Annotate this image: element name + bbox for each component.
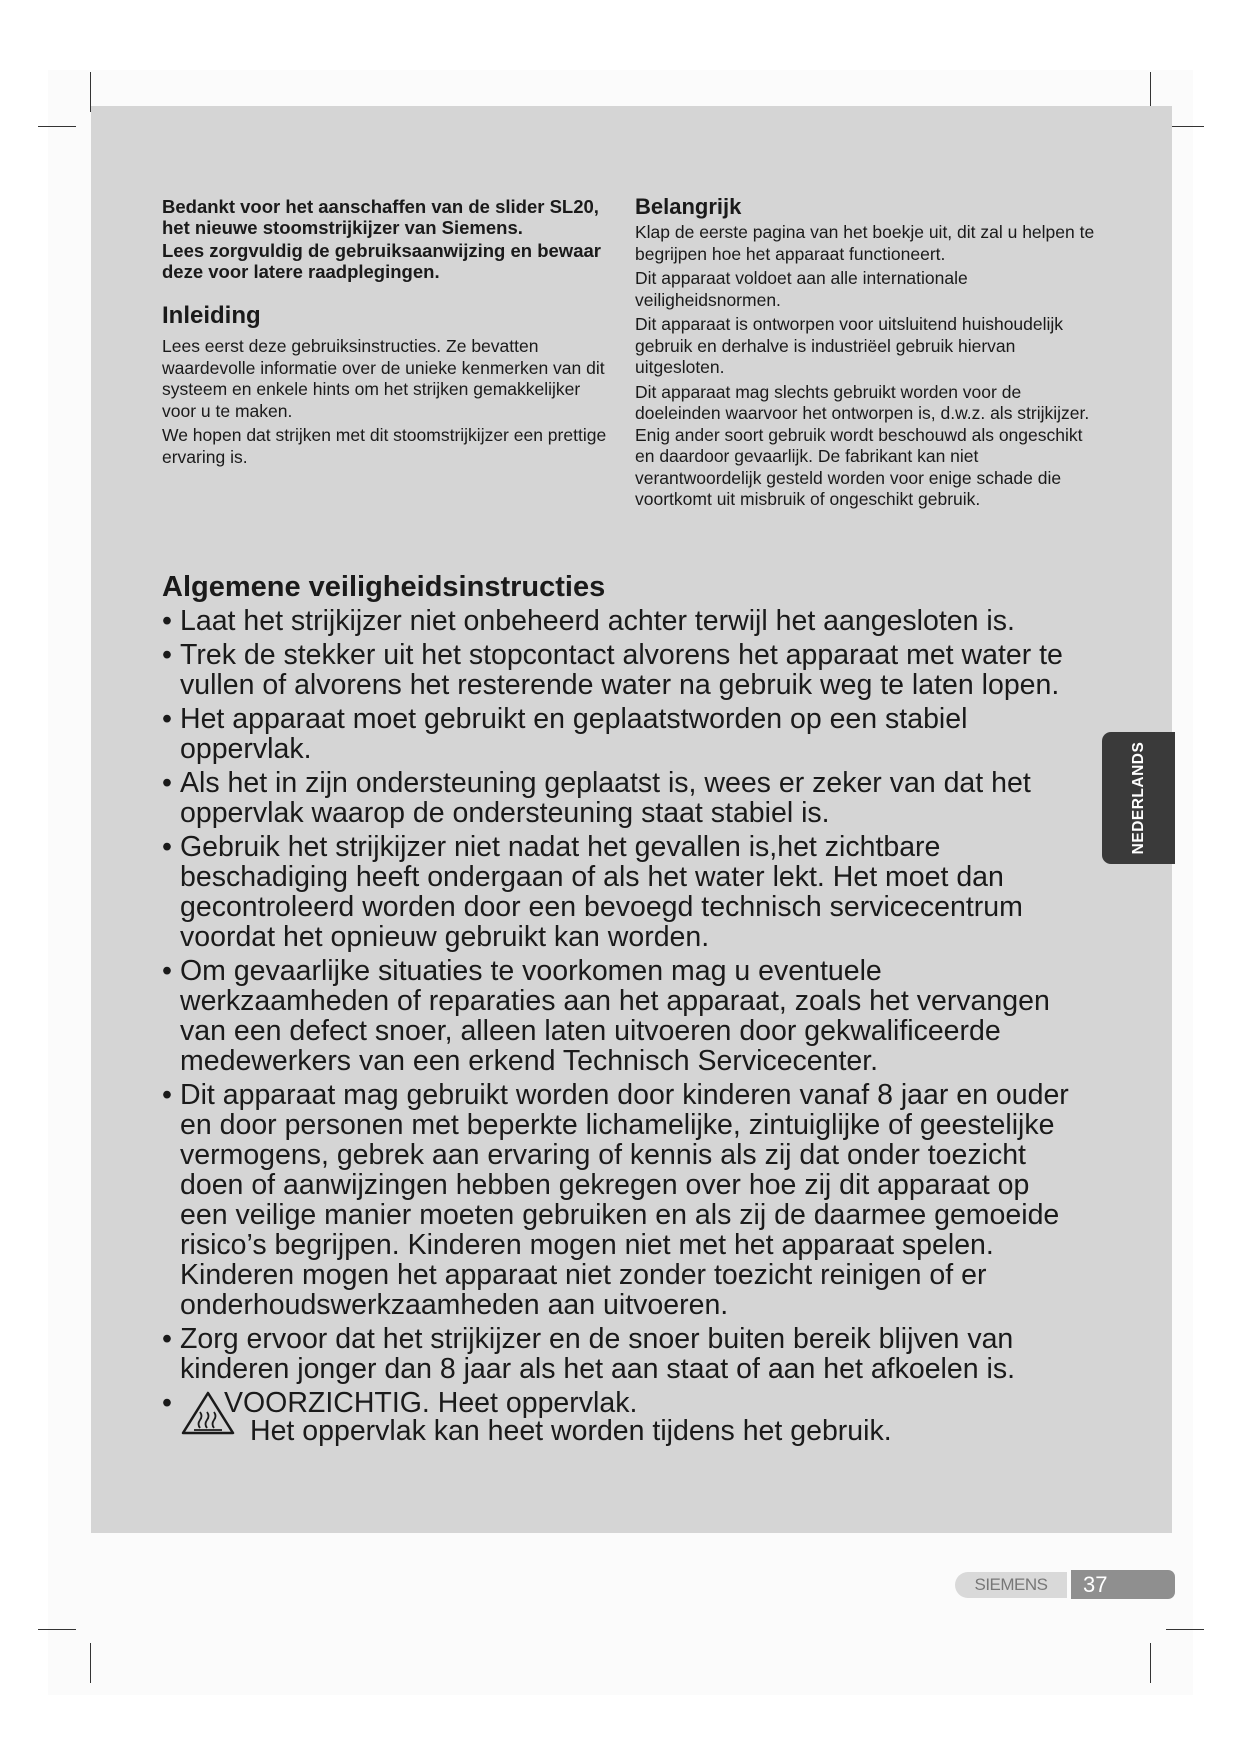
left-column	[162, 196, 614, 471]
inleiding-paragraph-1: Lees eerst deze gebruiksinstructies. Ze bevatten waardevolle informatie over de unieke kenmerken van dit systeem en enkele hints om het strijken gemakkelijker voor u te maken.	[162, 336, 605, 421]
safety-heading: Algemene veiligheidsinstructies	[162, 571, 606, 603]
language-tab-label: NEDERLANDS	[1129, 741, 1147, 855]
warning-item: • VOORZICHTIG. Heet oppervlak. Het oppervlak kan heet worden tijdens het gebruik.	[162, 1388, 1082, 1446]
language-tab	[1102, 732, 1175, 864]
belangrijk-paragraph-1: Klap de eerste pagina van het boekje uit, dit zal u helpen te begrijpen hoe het apparaat functioneert.	[635, 222, 1095, 264]
inleiding-paragraph-2: We hopen dat strijken met dit stoomstrijkijzer een prettige ervaring is.	[162, 425, 607, 467]
belangrijk-paragraph-3: Dit apparaat is ontworpen voor uitsluitend huishoudelijk gebruik en derhalve is industriëel gebruik hiervan uitgesloten.	[635, 314, 1064, 377]
safety-list	[162, 606, 1082, 1450]
crop-mark	[90, 1643, 91, 1683]
crop-mark	[1150, 1643, 1151, 1683]
page-number: 37	[1071, 1570, 1175, 1599]
crop-mark	[38, 126, 76, 127]
list-item: • Trek de stekker uit het stopcontact alvorens het apparaat met water te vullen of alvorens het resterende water na gebruik weg te laten lopen.	[162, 639, 1063, 701]
section-title-inleiding: Inleiding	[162, 302, 261, 329]
warning-text: Het oppervlak kan heet worden tijdens het gebruik.	[250, 1415, 892, 1447]
list-item: • Als het in zijn ondersteuning geplaatst is, wees er zeker van dat het oppervlak waarop de ondersteuning staat stabiel is.	[162, 767, 1031, 829]
intro-thanks: Bedankt voor het aanschaffen van de slider SL20, het nieuwe stoomstrijkijzer van Siemens.	[162, 196, 599, 238]
list-item: • Gebruik het strijkijzer niet nadat het gevallen is,het zichtbare beschadiging heeft ondergaan of als het water lekt. Het moet dan gecontroleerd worden door een bevoegd technisch servicecentrum voordat het opnieuw gebruikt kan worden.	[162, 831, 1023, 953]
intro-read-instructions: Lees zorgvuldig de gebruiksaanwijzing en bewaar deze voor latere raadplegingen.	[162, 240, 601, 282]
list-item: • Dit apparaat mag gebruikt worden door kinderen vanaf 8 jaar en ouder en door personen met beperkte lichamelijke, zintuiglijke of geestelijke vermogens, gebrek aan ervaring of kennis als zij dat onder toezicht doen of aanwijzingen hebben gekregen over hoe zij dit apparaat op een veilige manier moeten gebruiken en als zij de daarmee gemoeide risico’s begrijpen. Kinderen mogen niet met het apparaat spelen. Kinderen mogen het apparaat niet zonder toezicht reinigen of er onderhoudswerkzaamheden aan uitvoeren.	[162, 1079, 1069, 1321]
list-item: • Zorg ervoor dat het strijkijzer en de snoer buiten bereik blijven van kinderen jonger dan 8 jaar als het aan staat of aan het afkoelen is.	[162, 1323, 1015, 1385]
warning-title: VOORZICHTIG. Heet oppervlak.	[224, 1387, 638, 1419]
list-item: • Laat het strijkijzer niet onbeheerd achter terwijl het aangesloten is.	[162, 605, 1015, 637]
right-column	[635, 194, 1095, 514]
list-item: • Om gevaarlijke situaties te voorkomen mag u eventuele werkzaamheden of reparaties aan het apparaat, zoals het vervangen van een defect snoer, alleen laten uitvoeren door gekwalificeerde medewerkers van een erkend Technisch Servicecenter.	[162, 955, 1050, 1077]
crop-mark	[1166, 1629, 1204, 1630]
belangrijk-paragraph-2: Dit apparaat voldoet aan alle internationale veiligheidsnormen.	[635, 268, 968, 310]
footer-brand: SIEMENS	[955, 1572, 1067, 1598]
belangrijk-paragraph-4: Dit apparaat mag slechts gebruikt worden voor de doeleinden waarvoor het ontworpen is, d.w.z. als strijkijzer. Enig ander soort gebruik wordt beschouwd als ongeschikt en daardoor gevaarlijk. De fabrikant kan niet verantwoordelijk gesteld worden voor enige schade die voortkomt uit misbruik of ongeschikt gebruik.	[635, 381, 1090, 509]
crop-mark	[38, 1629, 76, 1630]
section-title-belangrijk: Belangrijk	[635, 194, 742, 219]
list-item: • Het apparaat moet gebruikt en geplaatstworden op een stabiel oppervlak.	[162, 703, 968, 765]
